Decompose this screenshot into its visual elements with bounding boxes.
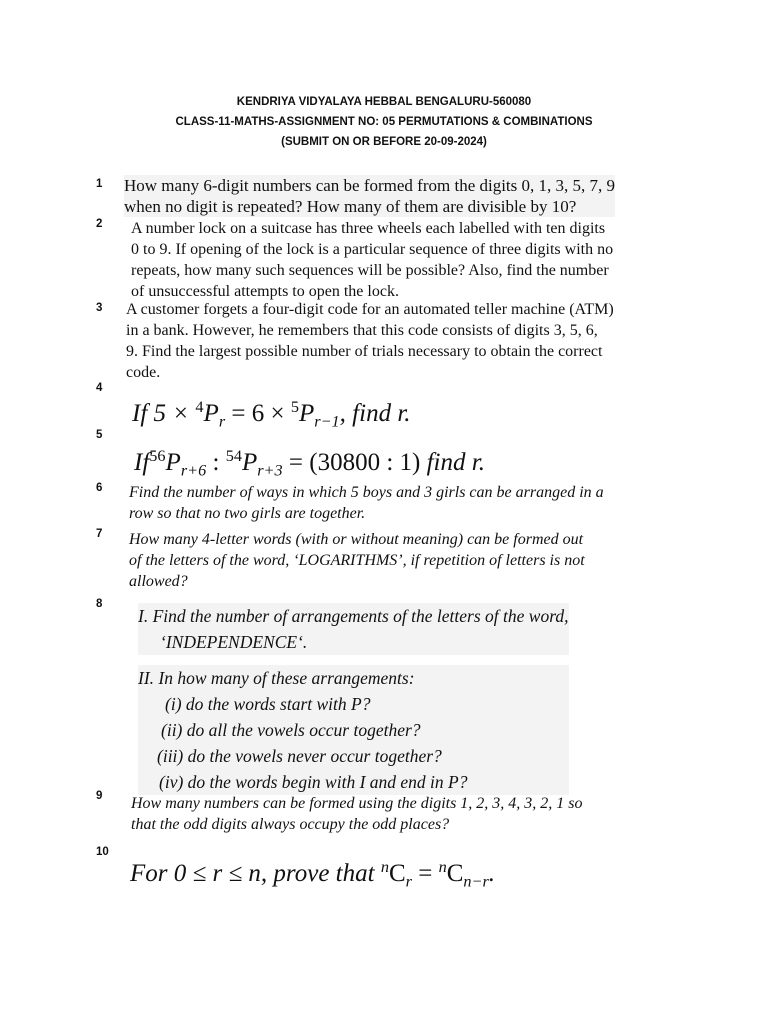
question-8 [138, 603, 569, 795]
formula-symbol: P [165, 448, 181, 476]
question-line: A number lock on a suitcase has three wheels each labelled with ten digits [131, 220, 606, 237]
question-number: 3 [96, 302, 103, 314]
question-line: How many 4-letter words (with or without meaning) can be formed out [129, 531, 584, 548]
question-number: 2 [96, 218, 103, 230]
formula-text: find r. [426, 448, 485, 476]
question-subpart: (ii) do all the vowels occur together? [138, 717, 569, 743]
question-line: that the odd digits always occupy the odd places? [131, 816, 450, 833]
question-number: 8 [96, 598, 103, 610]
question-line: 9. Find the largest possible number of trials necessary to obtain the correct [126, 343, 603, 360]
formula-text: If 5 × [132, 399, 190, 427]
school-name: KENDRIYA VIDYALAYA HEBBAL BENGALURU-560080 [236, 96, 532, 108]
formula-symbol: P [298, 399, 315, 427]
assignment-title: CLASS-11-MATHS-ASSIGNMENT NO: 05 PERMUTATIONS & COMBINATIONS [175, 116, 593, 128]
question-line: 0 to 9. If opening of the lock is a particular sequence of three digits with no [131, 241, 614, 258]
question-4-formula [132, 392, 411, 437]
question-line: How many numbers can be formed using the digits 1, 2, 3, 4, 3, 2, 1 so [131, 795, 583, 812]
question-line: A customer forgets a four-digit code for an automated teller machine (ATM) [126, 301, 614, 318]
question-6 [129, 482, 604, 524]
question-5-formula [134, 441, 485, 486]
question-line: in a bank. However, he remembers that this code consists of digits 3, 5, 6, [126, 322, 598, 339]
formula-symbol: C [446, 859, 464, 887]
question-line: II. In how many of these arrangements: [138, 665, 569, 691]
formula-subscript: n−r [463, 872, 489, 891]
formula-superscript: 5 [290, 398, 299, 416]
formula-subscript: r+3 [257, 461, 283, 480]
formula-subscript: r [405, 872, 412, 891]
question-line: How many 6-digit numbers can be formed from the digits 0, 1, 3, 5, 7, 9 [124, 176, 616, 195]
formula-text: : [212, 448, 220, 476]
question-subpart: (iv) do the words begin with I and end in P? [138, 769, 569, 795]
question-number: 1 [96, 178, 103, 190]
question-3 [126, 299, 614, 383]
submission-deadline: (SUBMIT ON OR BEFORE 20-09-2024) [281, 136, 487, 148]
formula-subscript: r+6 [180, 461, 207, 480]
question-9 [131, 793, 583, 835]
question-line: of unsuccessful attempts to open the lock. [131, 283, 399, 300]
question-number: 5 [96, 429, 103, 441]
formula-text: . [488, 859, 496, 887]
question-number: 9 [96, 790, 103, 802]
formula-superscript: 4 [195, 398, 204, 416]
question-number: 7 [96, 528, 103, 540]
question-number: 10 [96, 846, 109, 858]
question-line: I. Find the number of arrangements of the letters of the word, [138, 603, 569, 629]
question-line: Find the number of ways in which 5 boys and 3 girls can be arranged in a [129, 484, 604, 501]
formula-text: = [418, 859, 433, 887]
question-line: row so that no two girls are together. [129, 505, 366, 522]
formula-superscript: 56 [149, 447, 166, 465]
question-line: allowed? [129, 573, 188, 590]
question-number: 6 [96, 482, 103, 494]
question-line: when no digit is repeated? How many of them are divisible by 10? [124, 196, 615, 217]
assignment-header [0, 92, 768, 152]
formula-text: = (30800 : 1) [288, 448, 421, 476]
question-2 [131, 218, 613, 302]
question-subpart: (iii) do the vowels never occur together? [138, 743, 569, 769]
formula-subscript: r [218, 412, 226, 431]
question-10-formula [130, 852, 495, 897]
question-line: repeats, how many such sequences will be possible? Also, find the number [131, 262, 609, 279]
formula-text: If [134, 448, 150, 476]
question-line: ‘INDEPENDENCE‘. [138, 629, 569, 655]
formula-symbol: P [203, 399, 219, 427]
formula-symbol: C [388, 859, 406, 887]
question-number: 4 [96, 382, 103, 394]
formula-subscript: r−1 [314, 412, 340, 431]
formula-text: For 0 ≤ r ≤ n, prove that [130, 859, 375, 887]
formula-text: , find r. [339, 399, 411, 427]
formula-text: = 6 × [231, 399, 285, 427]
question-line: code. [126, 364, 161, 381]
formula-superscript: 54 [225, 447, 242, 465]
formula-superscript: n [380, 858, 389, 876]
question-line: of the letters of the word, ‘LOGARITHMS’, if repetition of letters is not [129, 552, 585, 569]
question-7 [129, 529, 585, 592]
question-subpart: (i) do the words start with P? [138, 691, 569, 717]
formula-superscript: n [438, 858, 447, 876]
question-1 [124, 175, 615, 217]
formula-symbol: P [241, 448, 258, 476]
